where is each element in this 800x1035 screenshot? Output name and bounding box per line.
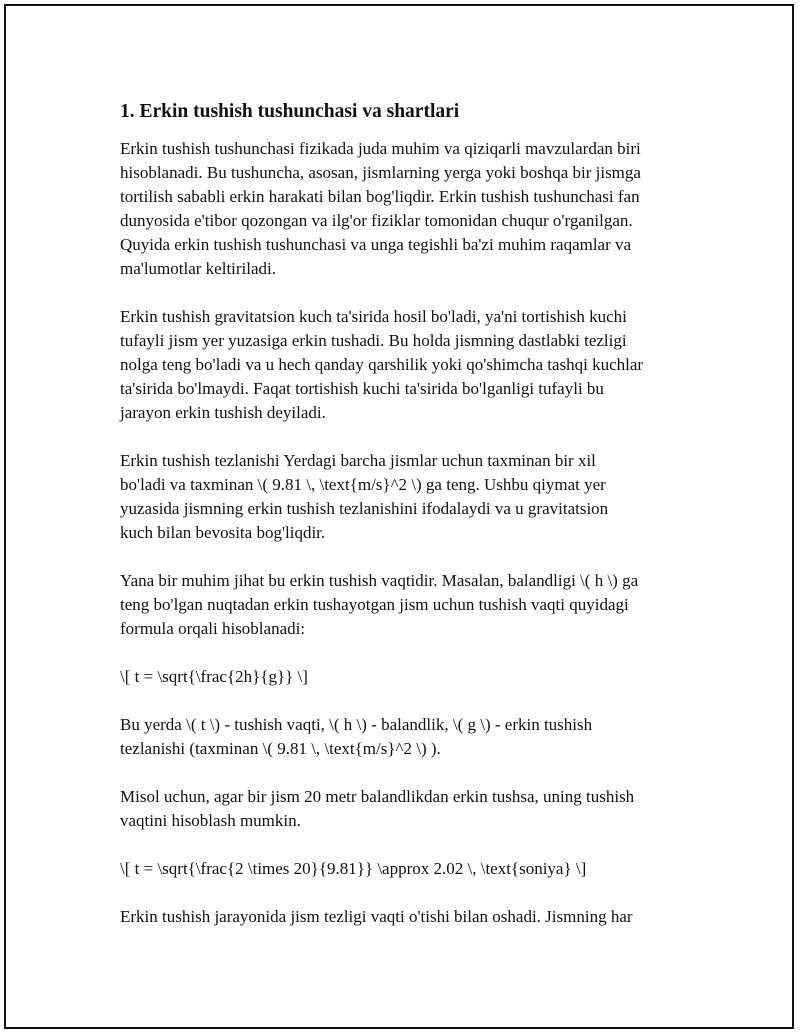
paragraph-example: Misol uchun, agar bir jism 20 metr balandlikdan erkin tushsa, uning tushish vaqtini hisoblash mumkin. [120,787,635,830]
formula-fall-time: \[ t = \sqrt{\frac{2h}{g}} \] [120,667,308,686]
paragraph-acceleration: Erkin tushish tezlanishi Yerdagi barcha jismlar uchun taxminan bir xil bo'ladi va taxminan \( 9.81 \, \text{m/s}^2 \) ga teng. Ushbu qiymat yer yuzasida jismning erkin tushish tezlanishini ifodalaydi va u gravitatsion kuch bilan bevosita bog'liqdir. [120,451,609,542]
document-body [120,99,700,953]
formula-example: \[ t = \sqrt{\frac{2 \times 20}{9.81}} \approx 2.02 \, \text{soniya} \] [120,859,587,878]
paragraph-velocity: Erkin tushish jarayonida jism tezligi vaqti o'tishi bilan oshadi. Jismning har [120,907,633,926]
paragraph-fall-time: Yana bir muhim jihat bu erkin tushish vaqtidir. Masalan, balandligi \( h \) ga teng bo'lgan nuqtadan erkin tushayotgan jism uchun tushish vaqti quyidagi formula orqali hisoblanadi: [120,571,639,638]
paragraph-intro: Erkin tushish tushunchasi fizikada juda muhim va qiziqarli mavzulardan biri hisoblanadi. Bu tushuncha, asosan, jismlarning yerga yoki boshqa bir jismga tortilish sababli erkin harakati bilan bog'liqdir. Erkin tushish tushunchasi fan dunyosida e'tibor qozongan va ilg'or fiziklar tomonidan chuqur o'rganilgan. Quyida erkin tushish tushunchasi va unga tegishli ba'zi muhim raqamlar va ma'lumotlar keltiriladi. [120,139,641,278]
paragraph-gravity: Erkin tushish gravitatsion kuch ta'sirida hosil bo'ladi, ya'ni tortishish kuchi tufayli jism yer yuzasiga erkin tushadi. Bu holda jismning dastlabki tezligi nolga teng bo'ladi va u hech qanday qarshilik yoki qo'shimcha tashqi kuchlar ta'sirida bo'lmaydi. Faqat tortishish kuchi ta'sirida bo'lganligi tufayli bu jarayon erkin tushish deyiladi. [120,307,644,422]
section-heading: 1. Erkin tushish tushunchasi va shartlari [120,101,460,122]
paragraph-variables: Bu yerda \( t \) - tushish vaqti, \( h \) - balandlik, \( g \) - erkin tushish tezlanishi (taxminan \( 9.81 \, \text{m/s}^2 \) ). [120,715,593,758]
page-frame [4,4,794,1029]
